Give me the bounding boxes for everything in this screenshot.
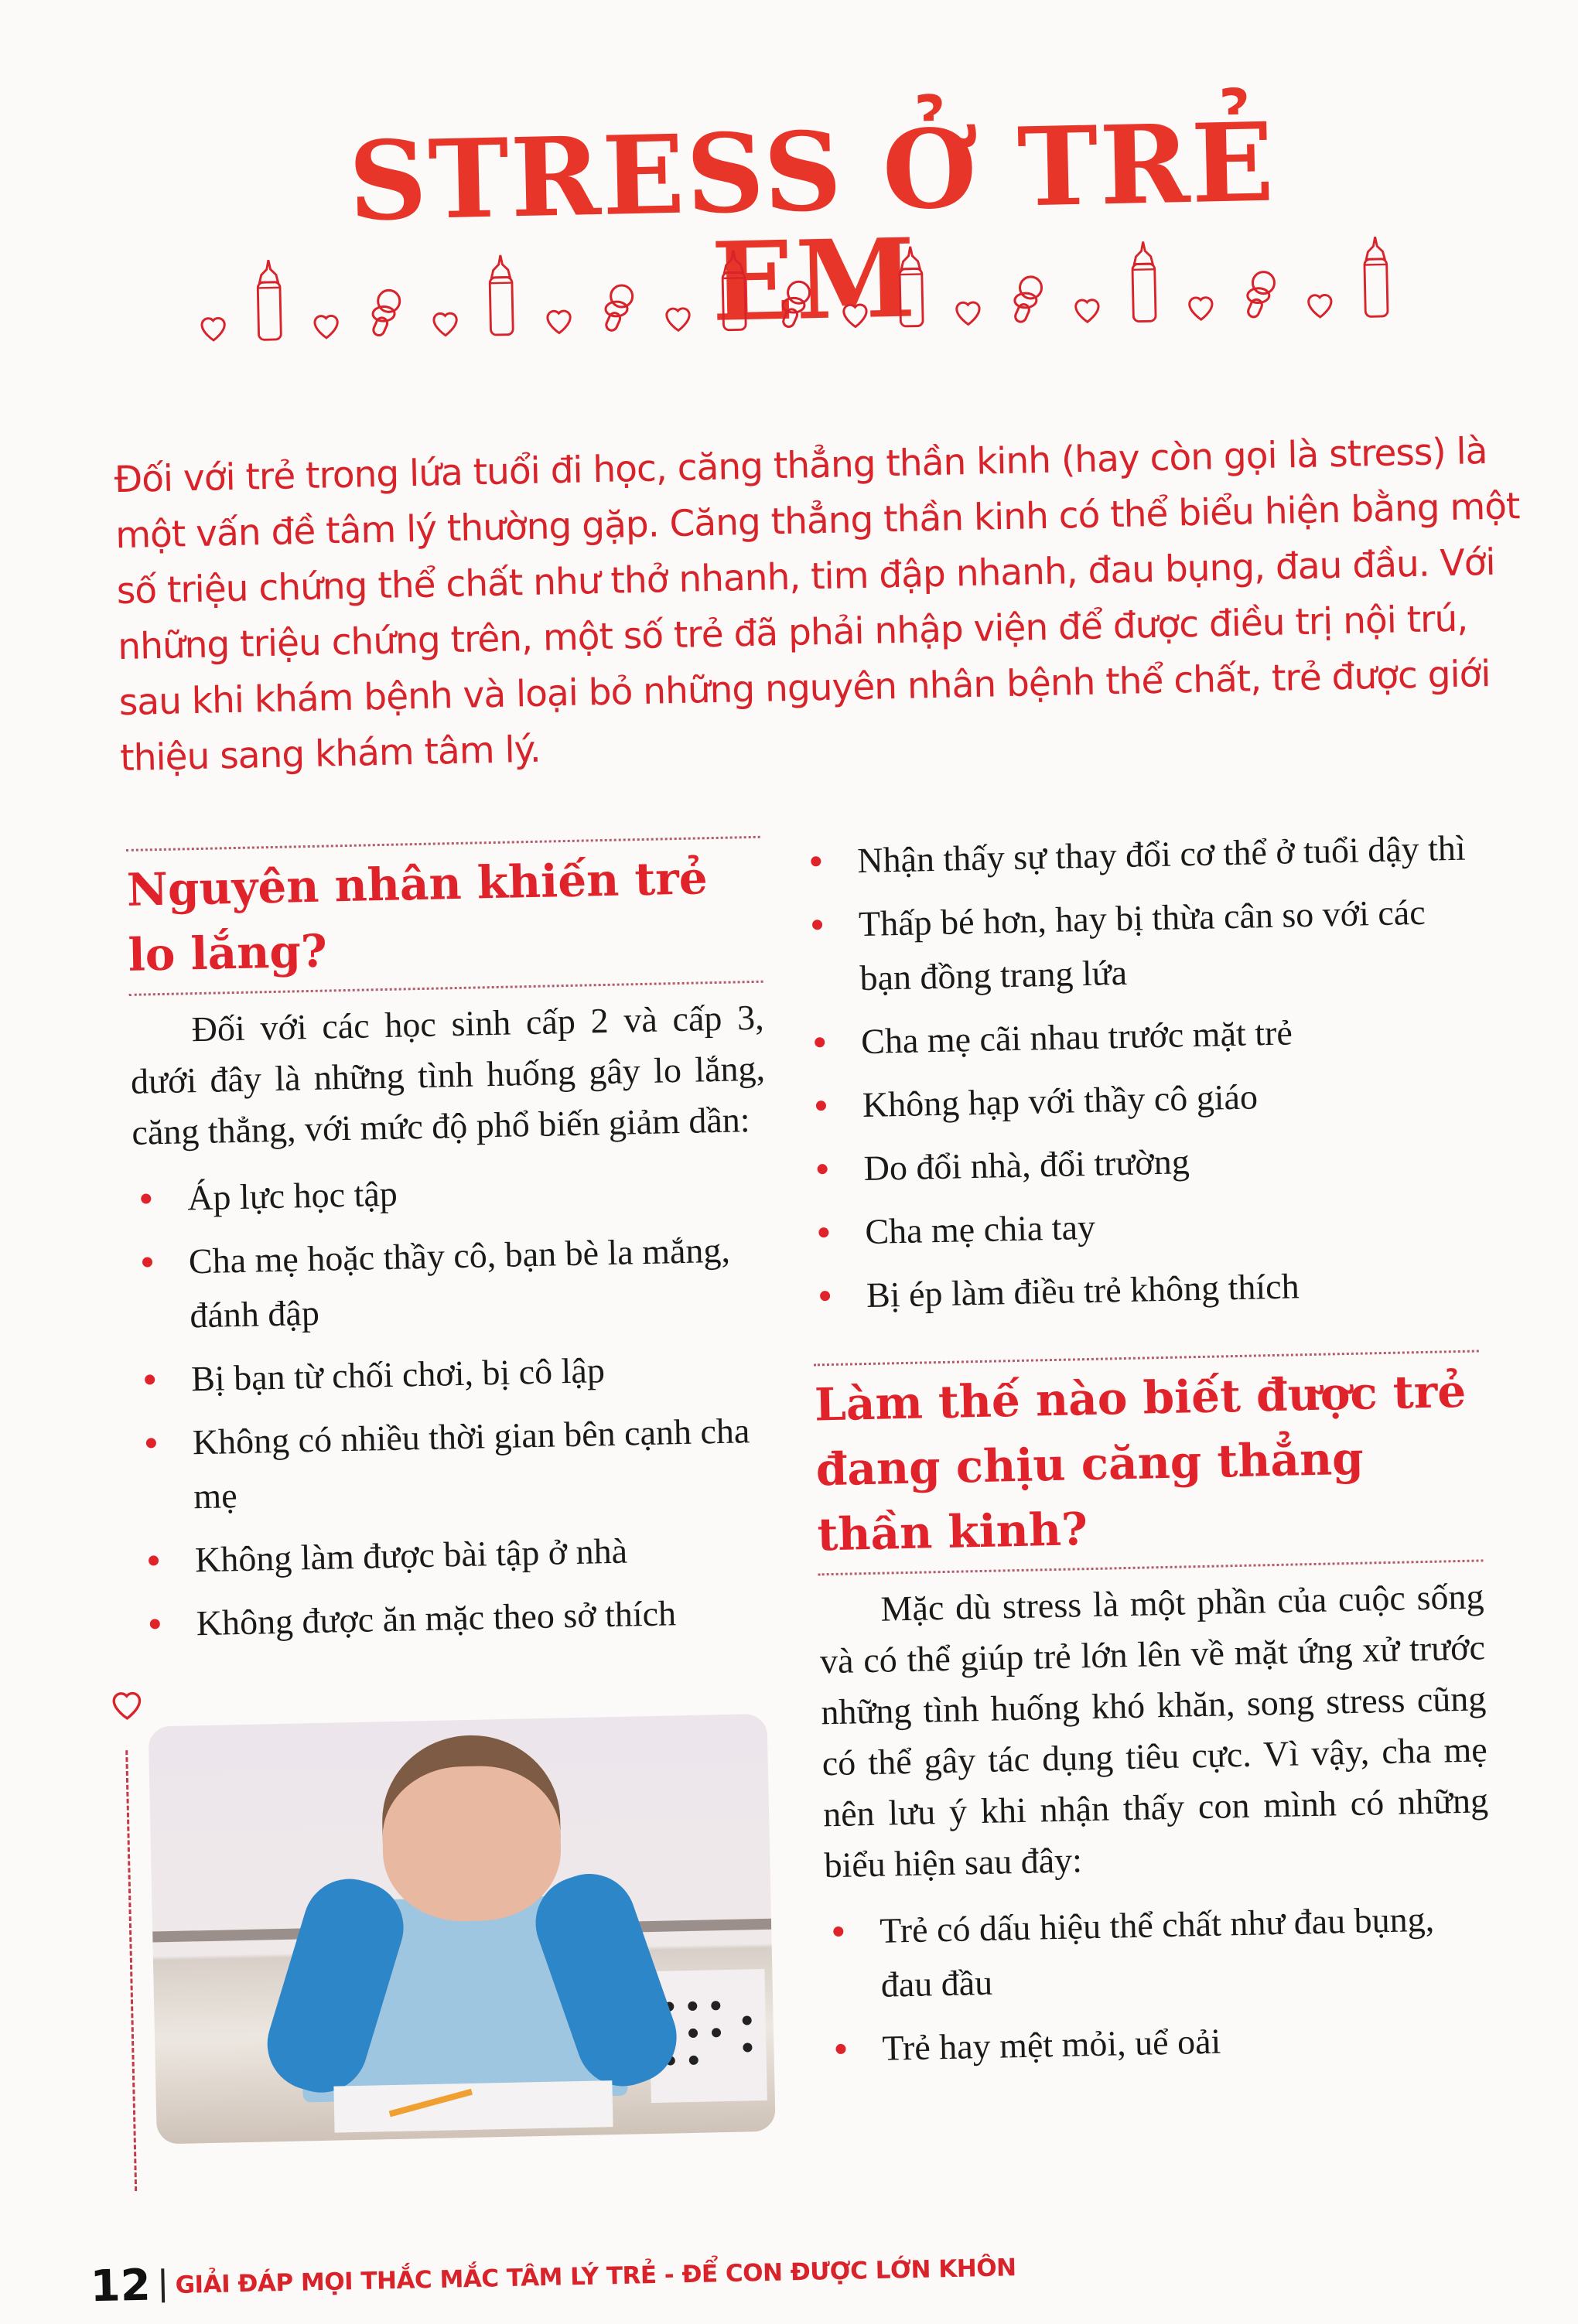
heart-icon [838, 297, 873, 332]
bullet-icon [145, 1374, 155, 1384]
page-footer [90, 2242, 1016, 2312]
bullet-icon [835, 2044, 845, 2054]
section-heading-signs: Làm thế nào biết được trẻ đang chịu căng thẳng thần kinh? [814, 1364, 1467, 1561]
heart-icon [196, 310, 231, 345]
bullet-icon [141, 1193, 151, 1203]
photo-stressed-child [149, 1714, 776, 2145]
heart-icon [541, 303, 576, 338]
heart-icon [951, 295, 985, 329]
heart-icon [1070, 292, 1105, 326]
book-title: GIẢI ĐÁP MỌI THẮC MẮC TÂM LÝ TRẺ - ĐỂ CON ĐƯỢC LỚN KHÔN [175, 2253, 1016, 2299]
heart-icon [429, 305, 463, 340]
bottle-icon [482, 253, 521, 339]
footer-separator [161, 2268, 165, 2302]
left-column [126, 836, 777, 1661]
bullet-icon [816, 1101, 826, 1111]
heart-icon [661, 300, 695, 335]
bullet-icon [818, 1227, 828, 1237]
pacifier-icon [773, 278, 817, 333]
pacifier-icon [1006, 273, 1050, 328]
section-heading-causes: Nguyên nhân khiến trẻ lo lắng? [126, 851, 709, 981]
pacifier-icon [1238, 268, 1282, 322]
list-item: Không được ăn mặc theo sở thích [142, 1585, 777, 1652]
bottle-icon [1356, 234, 1395, 320]
bullet-icon [146, 1438, 156, 1448]
list-item: Trẻ có dấu hiệu thể chất như đau bụng, đau đầu [825, 1891, 1493, 2013]
list-item: Cha mẹ hoặc thầy cô, bạn bè la mắng, đánh đập [134, 1223, 770, 1344]
bottle-icon [1124, 240, 1163, 326]
list-item: Bị bạn từ chối chơi, bị cô lập [136, 1340, 771, 1408]
list-item: Không làm được bài tập ở nhà [140, 1521, 775, 1589]
heart-icon [309, 308, 343, 343]
list-item: Do đổi nhà, đổi trường [809, 1129, 1475, 1197]
bullet-icon [149, 1555, 159, 1565]
bullet-icon [142, 1257, 152, 1267]
bullet-icon [150, 1619, 160, 1629]
bullet-icon [833, 1926, 843, 1937]
bottle-icon [715, 248, 753, 334]
signs-paragraph: Mặc dù stress là một phần của cuộc sống và có thể giúp trẻ lớn lên về mặt ứng xử trước những tình huống khó khăn, song stress cũng có thể gây tác dụng tiêu cực. Vì vậy, cha mẹ nên lưu ý khi nhận thấy con mình có những biểu hiện sau đây: [819, 1576, 1489, 1885]
page-number: 12 [90, 2260, 152, 2312]
intro-paragraph: Đối với trẻ trong lứa tuổi đi học, căng thẳng thần kinh (hay còn gọi là stress) là một vấn đề tâm lý thường gặp. Căng thẳng thần kinh có thể biểu hiện bằng một số triệu chứng thể chất như thở nhanh, tim đập nhanh, đau bụng, đau đầu. Với những triệu chứng trên, một số trẻ đã phải nhập viện để được điều trị nội trú, sau khi khám bệnh và loại bỏ những nguyên nhân bệnh thể chất, trẻ được giới thiệu sang khám tâm lý. [114, 429, 1520, 780]
list-item: Cha mẹ chia tay [811, 1192, 1477, 1260]
dashed-side-line [125, 1750, 137, 2191]
heart-icon [107, 1684, 146, 1724]
bullet-icon [820, 1291, 830, 1301]
causes-list [133, 1159, 777, 1652]
bottle-icon [250, 258, 289, 343]
list-item: Không có nhiều thời gian bên cạnh cha mẹ [138, 1404, 774, 1525]
bullet-icon [811, 856, 821, 866]
heart-icon [1303, 287, 1337, 322]
right-column [803, 821, 1494, 2087]
list-item: Trẻ hay mệt mỏi, uể oải [828, 2008, 1494, 2077]
bullet-icon [818, 1164, 828, 1174]
pacifier-icon [596, 282, 640, 336]
heart-icon [1184, 289, 1218, 324]
causes-paragraph: Đối với các học sinh cấp 2 và cấp 3, dưới đây là những tình huống gây lo lắng, căng thẳng, với mức độ phổ biến giảm dần: [130, 997, 766, 1152]
list-item: Không hạp với thầy cô giáo [808, 1066, 1474, 1134]
list-item: Thấp bé hơn, hay bị thừa cân so với các bạn đồng trang lứa [804, 885, 1471, 1007]
pacifier-icon [364, 286, 408, 341]
bottle-icon [892, 244, 931, 330]
list-item: Nhận thấy sự thay đổi cơ thể ở tuổi dậy thì [803, 821, 1469, 889]
list-item: Bị ép làm điều trẻ không thích [811, 1255, 1477, 1323]
signs-list [825, 1891, 1494, 2077]
list-item: Áp lực học tập [133, 1159, 768, 1227]
page-title: STRESS Ở TRẺ EM [347, 99, 1277, 346]
bullet-icon [815, 1037, 825, 1047]
bullet-icon [812, 920, 822, 930]
causes-list-continued [803, 821, 1478, 1324]
list-item: Cha mẹ cãi nhau trước mặt trẻ [807, 1002, 1473, 1070]
